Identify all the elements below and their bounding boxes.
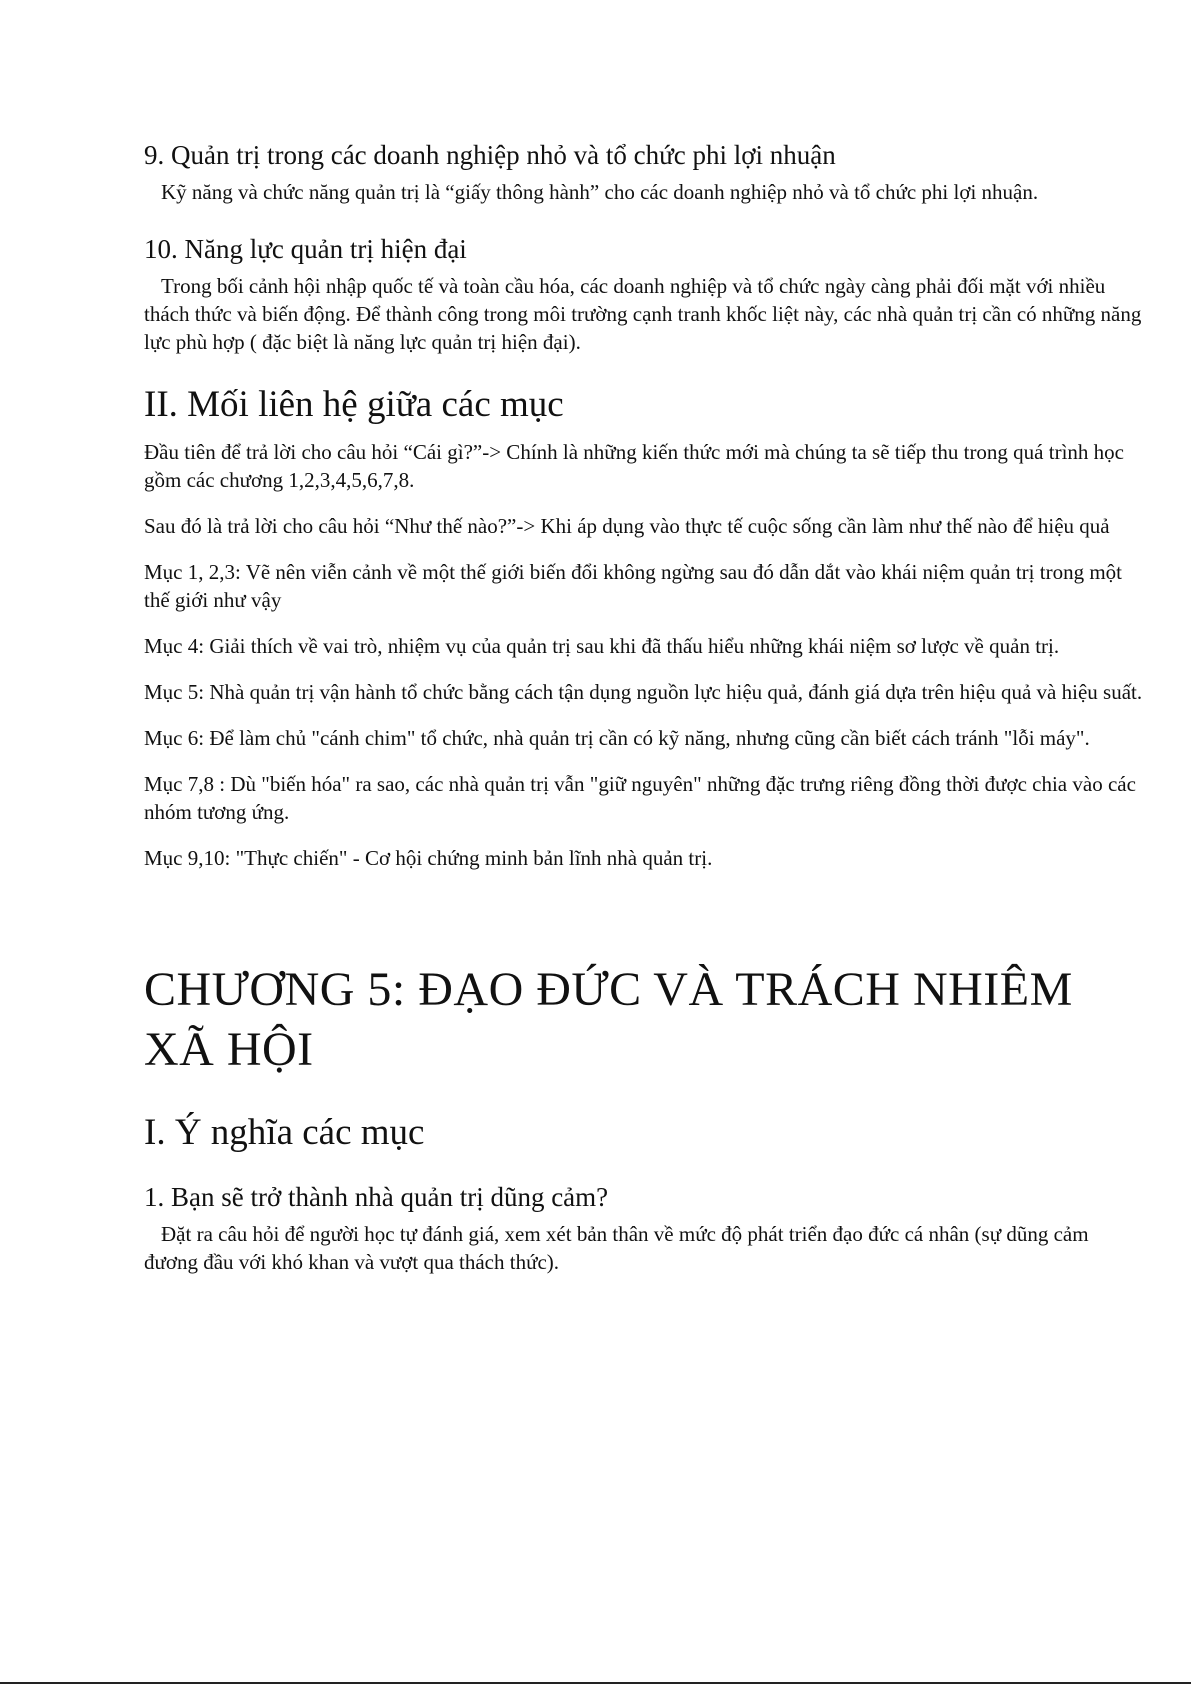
chapter-5-section-1-heading: 1. Bạn sẽ trở thành nhà quản trị dũng cảm? (144, 1182, 609, 1212)
section-10-heading: 10. Năng lực quản trị hiện đại (144, 234, 467, 264)
part-2-heading: II. Mối liên hệ giữa các mục (144, 384, 564, 425)
part-2-paragraph: Mục 5: Nhà quản trị vận hành tổ chức bằng cách tận dụng nguồn lực hiệu quả, đánh giá dựa trên hiệu quả và hiệu suất. (144, 680, 1143, 704)
part-2-paragraph: Mục 1, 2,3: Vẽ nên viễn cảnh về một thế giới biến đổi không ngừng sau đó dẫn dắt vào khái niệm quản trị trong một thế giới như vậy (144, 560, 1123, 612)
part-2-paragraph: Mục 4: Giải thích về vai trò, nhiệm vụ của quản trị sau khi đã thấu hiểu những khái niệm sơ lược về quản trị. (144, 634, 1060, 658)
part-2-paragraph: Đầu tiên để trả lời cho câu hỏi “Cái gì?”-> Chính là những kiến thức mới mà chúng ta sẽ tiếp thu trong quá trình học gồm các chương 1,2,3,4,5,6,7,8. (144, 440, 1124, 492)
part-2-paragraph: Mục 6: Để làm chủ "cánh chim" tổ chức, nhà quản trị cần có kỹ năng, nhưng cũng cần biết cách tránh "lỗi máy". (144, 726, 1090, 750)
chapter-5-title: CHƯƠNG 5: ĐẠO ĐỨC VÀ TRÁCH NHIÊM XÃ HỘI (144, 963, 1073, 1076)
part-2-paragraph: Mục 7,8 : Dù "biến hóa" ra sao, các nhà quản trị vẫn "giữ nguyên" những đặc trưng riêng đồng thời được chia vào các nhóm tương ứng. (144, 772, 1136, 824)
section-10-body: Trong bối cảnh hội nhập quốc tế và toàn cầu hóa, các doanh nghiệp và tổ chức ngày càng phải đối mặt với nhiều thách thức và biến động. Để thành công trong môi trường cạnh tranh khốc liệt này, các nhà quản trị cần có những năng lực phù hợp ( đặc biệt là năng lực quản trị hiện đại). (144, 274, 1142, 354)
chapter-5-part-1-heading: I. Ý nghĩa các mục (144, 1112, 425, 1153)
section-9-body: Kỹ năng và chức năng quản trị là “giấy thông hành” cho các doanh nghiệp nhỏ và tổ chức phi lợi nhuận. (161, 180, 1039, 204)
chapter-5-section-1-body: Đặt ra câu hỏi để người học tự đánh giá, xem xét bản thân về mức độ phát triển đạo đức cá nhân (sự dũng cảm đương đầu với khó khan và vượt qua thách thức). (144, 1222, 1089, 1274)
section-9-heading: 9. Quản trị trong các doanh nghiệp nhỏ và tổ chức phi lợi nhuận (144, 140, 836, 170)
page-content (144, 138, 1144, 1276)
page-bottom-rule (0, 1682, 1191, 1684)
part-2-paragraph: Sau đó là trả lời cho câu hỏi “Như thế nào?”-> Khi áp dụng vào thực tế cuộc sống cần làm như thế nào để hiệu quả (144, 514, 1110, 538)
part-2-paragraph: Mục 9,10: "Thực chiến" - Cơ hội chứng minh bản lĩnh nhà quản trị. (144, 846, 713, 870)
